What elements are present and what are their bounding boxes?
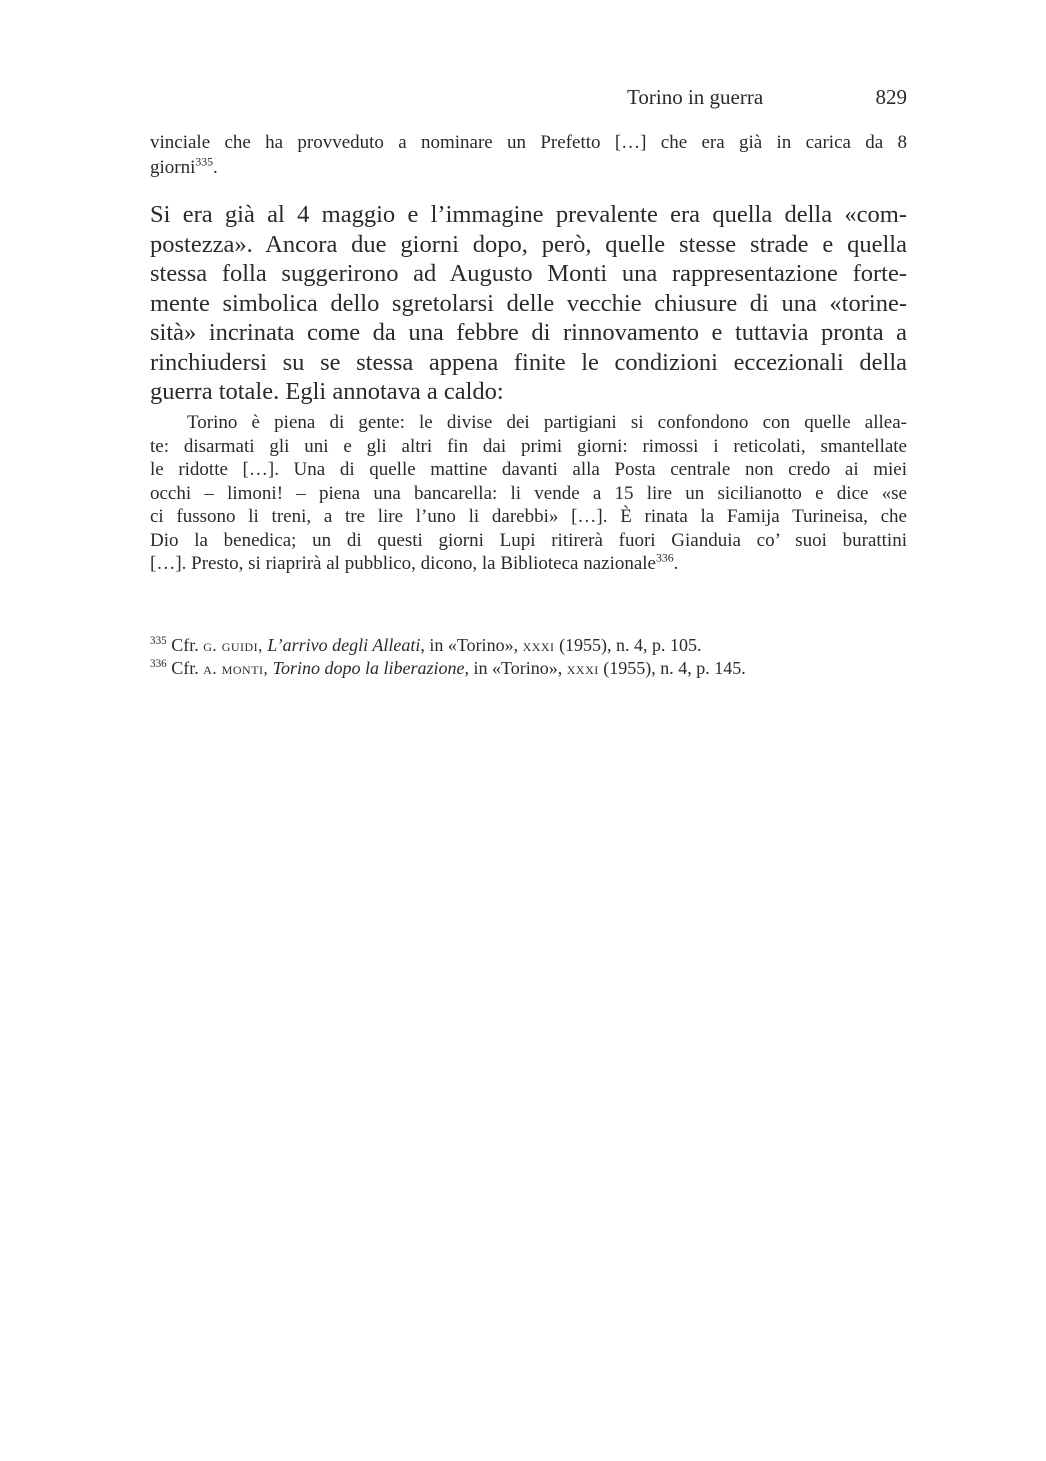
paragraph-line: mente simbolica dello sgretolarsi delle vecchie chiusure di una «torine-: [150, 289, 907, 317]
footnote-details: (1955), n. 4, p. 105.: [554, 635, 702, 655]
running-title: Torino in guerra: [627, 85, 764, 109]
footnote: [150, 634, 907, 657]
footnotes: [150, 634, 907, 680]
paragraph-line: stessa folla suggerirono ad Augusto Monti una rappresentazione forte-: [150, 260, 907, 287]
footnote: [150, 657, 907, 680]
paragraph-line: postezza». Ancora due giorni dopo, però, quelle stesse strade e quella: [150, 230, 907, 258]
body-paragraph: [150, 200, 907, 407]
footnote-volume: xxxi: [566, 659, 599, 678]
quote-line: Torino è piena di gente: le divise dei partigiani si confondono con quelle allea-: [187, 412, 907, 433]
carry-over-line: [150, 155, 907, 180]
footnote-details: (1955), n. 4, p. 145.: [598, 658, 746, 678]
footnote-number: 335: [150, 635, 167, 647]
footnote-prefix: Cfr.: [171, 635, 199, 655]
footnote-title: Torino dopo la liberazione: [272, 658, 465, 678]
footnote-ref: 335: [195, 155, 214, 169]
footnote-prefix: Cfr.: [171, 658, 199, 678]
footnote-number: 336: [150, 658, 167, 670]
footnote-volume: xxxi: [522, 636, 555, 655]
quote-line: ci fussono li treni, a tre lire l’uno li darebbi» […]. È rinata la Famija Turineisa, che: [150, 506, 907, 527]
page-number: 829: [875, 85, 907, 109]
footnote-ref: 336: [656, 551, 674, 565]
footnote-source: , in «Torino»,: [420, 635, 523, 655]
block-quote: [150, 411, 907, 576]
carry-over-end: .: [213, 157, 218, 178]
paragraph-line: Si era già al 4 maggio e l’immagine prevalente era quella della «com-: [150, 201, 907, 228]
carry-over-quote: [150, 130, 907, 180]
carry-over-text: giorni: [150, 157, 196, 178]
footnote-author: g. guidi,: [203, 636, 263, 655]
quote-line: le ridotte […]. Una di quelle mattine davanti alla Posta centrale non credo ai miei: [150, 459, 907, 480]
quote-line: te: disarmati gli uni e gli altri fin dai primi giorni: rimossi i reticolati, smantellate: [150, 435, 907, 457]
footnote-source: , in «Torino»,: [464, 658, 567, 678]
paragraph-line: guerra totale. Egli annotava a caldo:: [150, 378, 504, 405]
paragraph-line: sità» incrinata come da una febbre di rinnovamento e tuttavia pronta a: [150, 319, 907, 346]
paragraph-line: rinchiudersi su se stessa appena finite le condizioni eccezionali della: [150, 348, 907, 376]
quote-last-text: […]. Presto, si riaprirà al pubblico, dicono, la Biblioteca nazionale: [150, 553, 656, 574]
running-head: [627, 84, 907, 110]
quote-line: Dio la benedica; un di questi giorni Lupi ritirerà fuori Gianduia co’ suoi burattini: [150, 529, 907, 551]
footnote-author: a. monti,: [203, 659, 269, 678]
quote-last-end: .: [673, 553, 679, 574]
quote-line: [150, 552, 907, 576]
carry-over-line: vinciale che ha provveduto a nominare un Prefetto […] che era già in carica da 8: [150, 132, 907, 153]
footnote-title: L’arrivo degli Alleati: [267, 635, 421, 655]
quote-line: occhi – limoni! – piena una bancarella: li vende a 15 lire un sicilianotto e dice «se: [150, 482, 907, 504]
